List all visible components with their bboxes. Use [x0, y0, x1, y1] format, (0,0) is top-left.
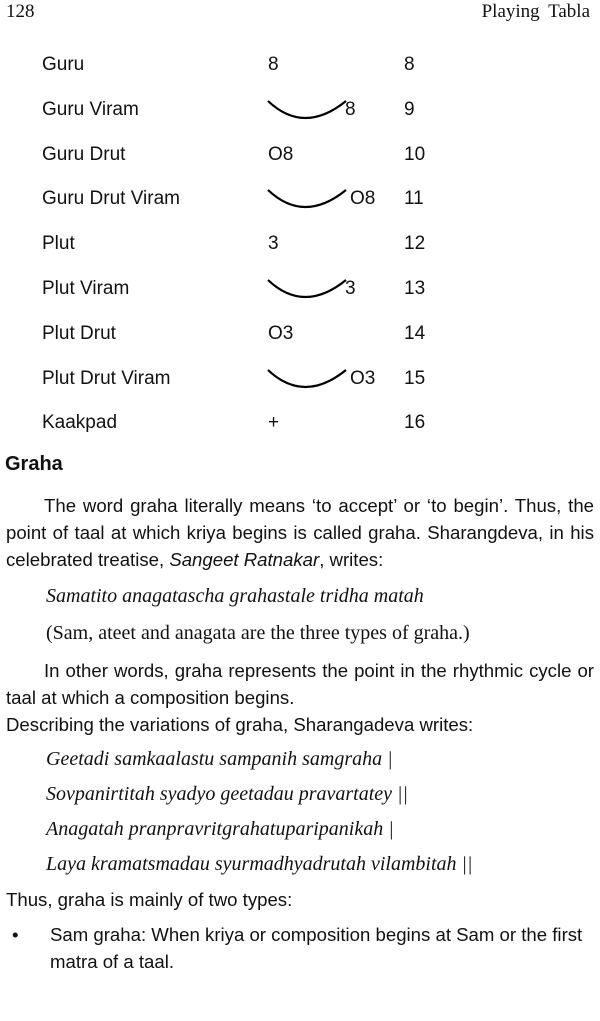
verse-text: Geetadi samkaalastu sampanih samgraha | — [46, 748, 393, 770]
paragraph — [0, 492, 600, 573]
section-body — [0, 492, 600, 975]
verse-text: Anagatah pranpravritgrahatuparipanikah | — [46, 818, 394, 840]
paragraph: Thus, graha is mainly of two types: — [6, 889, 293, 910]
table-row — [0, 268, 600, 313]
paragraph: In other words, graha represents the point in the rhythmic cycle or taal at which a composition begins. — [6, 660, 594, 708]
row-value: 16 — [404, 412, 426, 434]
row-name: Kaakpad — [42, 412, 118, 434]
row-value: 12 — [404, 233, 426, 255]
row-name: Guru Drut — [42, 143, 126, 165]
row-value: 9 — [404, 98, 415, 120]
verse-text: Samatito anagatascha grahastale tridha matah — [46, 585, 424, 607]
row-sign: 8 — [345, 98, 356, 120]
row-name: Plut Drut Viram — [42, 367, 171, 389]
row-sign: 3 — [268, 233, 279, 255]
table-row — [0, 402, 600, 447]
row-sign: 3 — [345, 277, 356, 299]
page-header — [0, 0, 600, 26]
paragraph: Describing the variations of graha, Sharangadeva writes: — [6, 714, 474, 735]
row-sign: 8 — [268, 54, 279, 75]
row-name: Plut — [42, 233, 75, 255]
verse-line — [0, 781, 600, 808]
viram-curve-icon — [268, 366, 348, 392]
table-row — [0, 178, 600, 223]
viram-curve-icon — [268, 186, 348, 212]
table-row — [0, 134, 600, 179]
taal-sign-table — [0, 44, 600, 447]
verse-translation: (Sam, ateet and anagata are the three types of graha.) — [46, 622, 470, 644]
row-sign: O3 — [268, 322, 294, 344]
row-value: 11 — [404, 188, 424, 210]
row-value: 8 — [404, 54, 415, 75]
verse-text: Laya kramatsmadau syurmadhyadrutah vilambitah || — [46, 853, 473, 875]
row-name: Guru Drut Viram — [42, 188, 180, 210]
row-value: 15 — [404, 367, 426, 389]
row-value: 14 — [404, 322, 426, 344]
row-name: Guru — [42, 54, 85, 75]
row-value: 13 — [404, 277, 426, 299]
table-row — [0, 89, 600, 134]
paragraph-text: , writes: — [319, 549, 384, 570]
table-row — [0, 44, 600, 89]
list-item — [0, 921, 600, 975]
paragraph-text: The word graha literally means ‘to accept’ or ‘to begin’. Thus, the point of taal at which kriya begins is called graha. Sharangdeva, in his celebrated treatise, — [6, 495, 594, 570]
running-title: Playing Tabla — [481, 1, 590, 22]
row-sign: O8 — [268, 143, 294, 165]
row-name: Plut Drut — [42, 322, 116, 344]
list-item-text: Sam graha: When kriya or composition begins at Sam or the first matra of a taal. — [50, 924, 583, 972]
section-heading: Graha — [5, 453, 63, 475]
row-name: Guru Viram — [42, 98, 139, 120]
page-number: 128 — [6, 1, 35, 22]
verse-line — [0, 746, 600, 773]
row-sign: O3 — [350, 367, 376, 389]
viram-curve-icon — [268, 276, 348, 302]
bullet-icon: • — [12, 924, 19, 945]
table-row — [0, 313, 600, 358]
table-row — [0, 223, 600, 268]
row-name: Plut Viram — [42, 277, 130, 299]
verse-line — [0, 816, 600, 843]
viram-curve-icon — [268, 97, 348, 123]
row-value: 10 — [404, 143, 426, 165]
row-sign: O8 — [350, 188, 376, 210]
treatise-title: Sangeet Ratnakar — [169, 549, 320, 570]
verse-line — [0, 583, 600, 610]
verse-text: Sovpanirtitah syadyo geetadau pravartatey || — [46, 783, 409, 805]
verse-line — [0, 851, 600, 878]
row-sign: + — [268, 412, 280, 434]
table-row — [0, 358, 600, 403]
